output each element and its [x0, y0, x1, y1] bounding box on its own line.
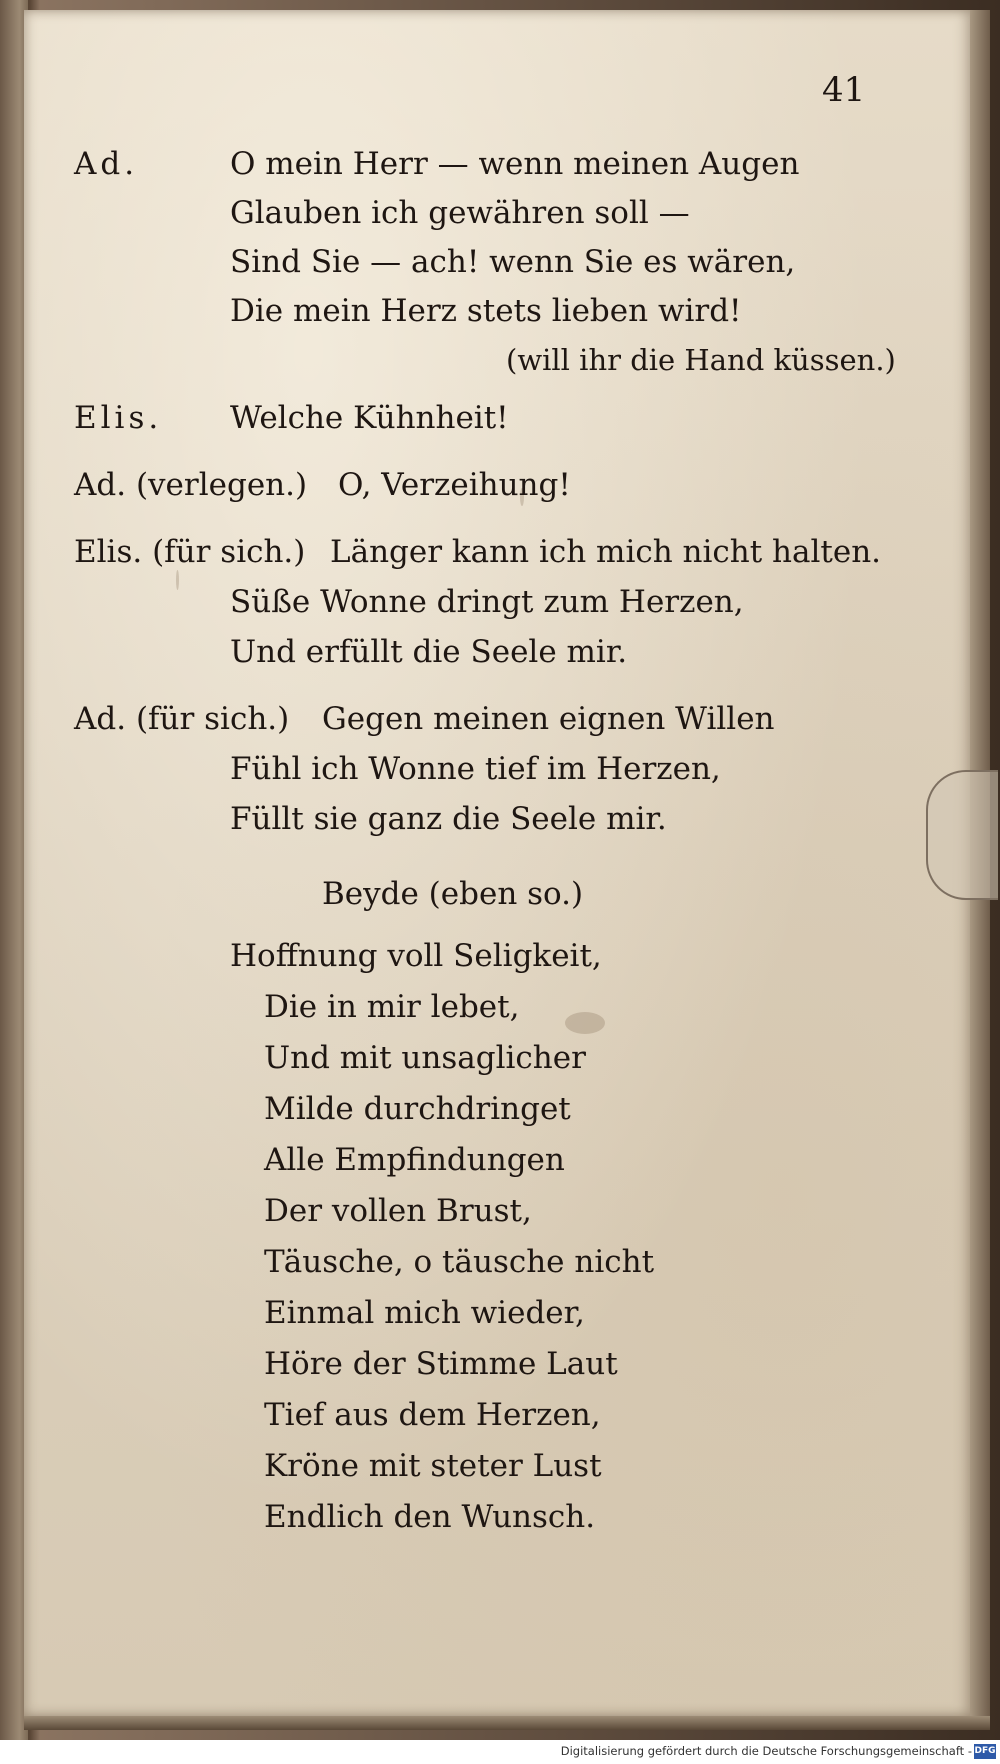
- verse-line: Und mit unsaglicher: [264, 1040, 586, 1076]
- verse-line: Süße Wonne dringt zum Herzen,: [230, 584, 744, 620]
- verse-line: Milde durchdringet: [264, 1091, 571, 1127]
- speaker-label: Ad. (verlegen.): [74, 467, 308, 503]
- digitization-credit: Digitalisierung gefördert durch die Deutsche Forschungsgemeinschaft -: [560, 1744, 972, 1758]
- speaker-label: Elis. (für sich.): [74, 534, 306, 570]
- paper-stain: [565, 1012, 605, 1034]
- dfg-logo: DFG: [974, 1744, 996, 1759]
- verse-line: Der vollen Brust,: [264, 1193, 532, 1229]
- book-bottom-edge: [24, 1716, 990, 1730]
- verse-line: Fühl ich Wonne tief im Herzen,: [230, 751, 721, 787]
- verse-line: Täusche, o täusche nicht: [264, 1244, 655, 1280]
- verse-line: Endlich den Wunsch.: [264, 1499, 596, 1535]
- verse-line: O, Verzeihung!: [338, 467, 571, 503]
- page-number: 41: [822, 70, 866, 110]
- verse-line: Hoffnung voll Seligkeit,: [230, 938, 602, 974]
- verse-line: Die in mir lebet,: [264, 989, 520, 1025]
- verse-line: Höre der Stimme Laut: [264, 1346, 618, 1382]
- verse-line: Gegen meinen eignen Willen: [322, 701, 775, 737]
- verse-line: O mein Herr — wenn meinen Augen: [230, 146, 800, 182]
- verse-line: Einmal mich wieder,: [264, 1295, 585, 1331]
- verse-line: Alle Empfindungen: [264, 1142, 565, 1178]
- speaker-label: Ad.: [74, 146, 139, 182]
- verse-line: Die mein Herz stets lieben wird!: [230, 293, 742, 329]
- verse-line: Füllt sie ganz die Seele mir.: [230, 801, 667, 837]
- verse-line: Glauben ich gewähren soll —: [230, 195, 690, 231]
- speaker-label: Ad. (für sich.): [74, 701, 290, 737]
- section-heading: Beyde (eben so.): [322, 876, 584, 912]
- verse-line: Welche Kühnheit!: [230, 400, 509, 436]
- verse-line: Und erfüllt die Seele mir.: [230, 634, 628, 670]
- stage-direction: (will ihr die Hand küssen.): [506, 343, 896, 377]
- speaker-label: Elis.: [74, 400, 163, 436]
- ink-speck: [176, 570, 179, 590]
- bookmark-tab: [926, 770, 998, 900]
- verse-line: Sind Sie — ach! wenn Sie es wären,: [230, 244, 796, 280]
- verse-line: Länger kann ich mich nicht halten.: [330, 534, 882, 570]
- verse-line: Tief aus dem Herzen,: [264, 1397, 601, 1433]
- verse-line: Kröne mit steter Lust: [264, 1448, 602, 1484]
